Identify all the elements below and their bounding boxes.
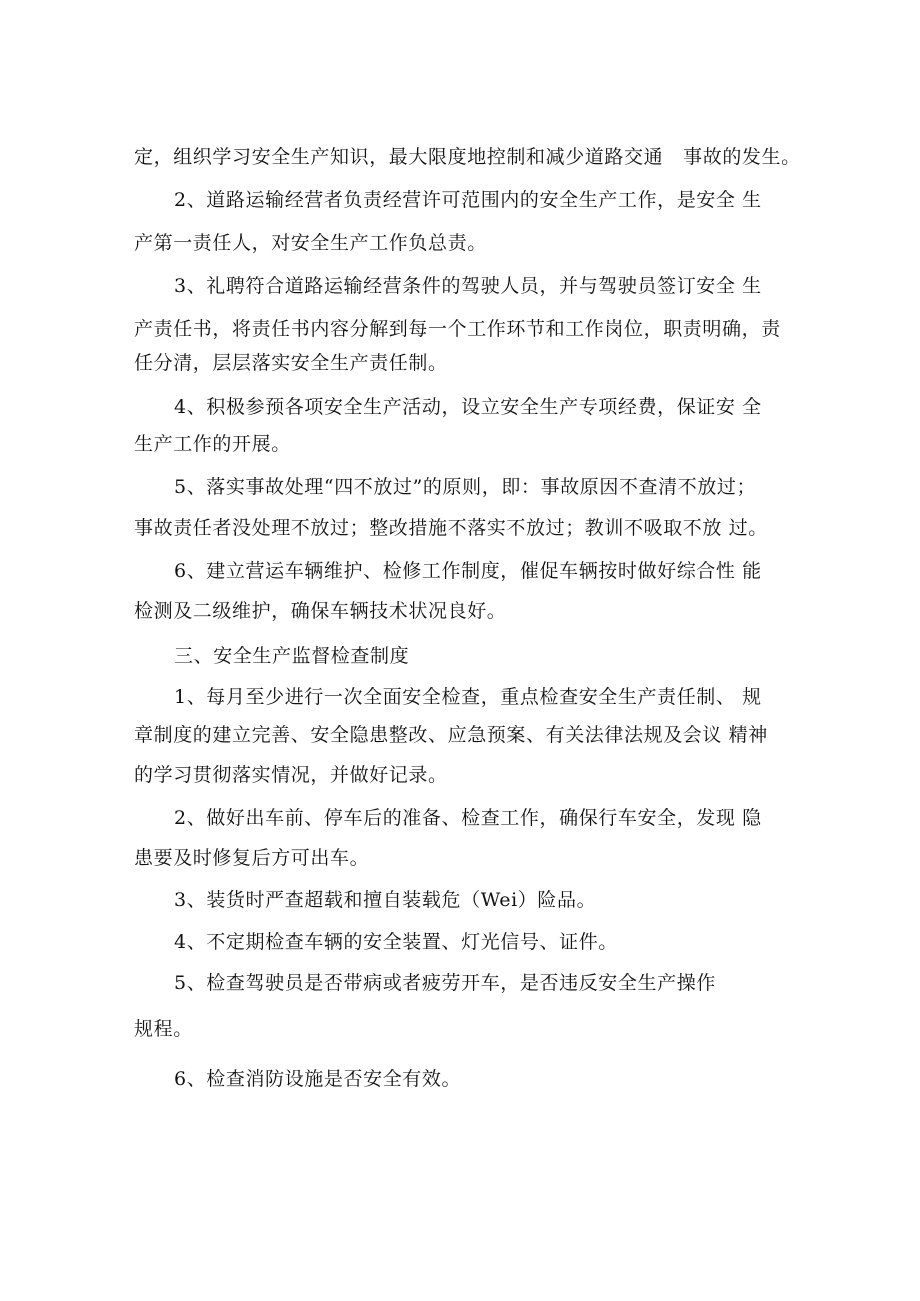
text-line: 6、建立营运车辆维护、检修工作制度，催促车辆按时做好综合性 能: [174, 560, 762, 582]
text-line: 患要及时修复后方可出车。: [134, 847, 370, 869]
text-line: 5、检查驾驶员是否带病或者疲劳开车，是否违反安全生产操作: [174, 972, 716, 994]
text-line: 2、做好出车前、停车后的准备、检查工作，确保行车安全，发现 隐: [174, 807, 762, 829]
text-line: 任分清，层层落实安全生产责任制。: [134, 352, 448, 374]
text-line: 4、不定期检查车辆的安全装置、灯光信号、证件。: [174, 931, 618, 953]
text-line: 检测及二级维护，确保车辆技术状况良好。: [134, 600, 507, 622]
text-line: 4、积极参预各项安全生产活动，设立安全生产专项经费，保证安 全: [174, 396, 762, 418]
text-line: 2、道路运输经营者负责经营许可范围内的安全生产工作，是安全 生: [174, 189, 762, 211]
section-heading: 三、安全生产监督检查制度: [174, 645, 410, 667]
text-line: 生产工作的开展。: [134, 433, 291, 455]
text-line: 3、装货时严查超载和擅自装载危（Wei）险品。: [174, 889, 597, 911]
text-line: 5、落实事故处理“四不放过”的原则，即：事故原因不查清不放过；: [174, 476, 757, 498]
text-line: 产责任书，将责任书内容分解到每一个工作环节和工作岗位，职责明确，责: [134, 318, 781, 340]
text-line: 6、检查消防设施是否安全有效。: [174, 1068, 462, 1090]
text-line: 定，组织学习安全生产知识，最大限度地控制和减少道路交通 事故的发生。: [134, 146, 801, 168]
text-line: 产第一责任人，对安全生产工作负总责。: [134, 232, 487, 254]
text-line: 3、礼聘符合道路运输经营条件的驾驶人员，并与驾驶员签订安全 生: [174, 275, 762, 297]
text-line: 规程。: [134, 1018, 193, 1040]
text-line: 事故责任者没处理不放过；整改措施不落实不放过；教训不吸取不放 过。: [134, 517, 768, 539]
text-line: 1、每月至少进行一次全面安全检查，重点检查安全生产责任制、 规: [174, 686, 762, 708]
text-line: 章制度的建立完善、安全隐患整改、应急预案、有关法律法规及会议 精神: [134, 724, 768, 746]
text-line: 的学习贯彻落实情况，并做好记录。: [134, 764, 448, 786]
